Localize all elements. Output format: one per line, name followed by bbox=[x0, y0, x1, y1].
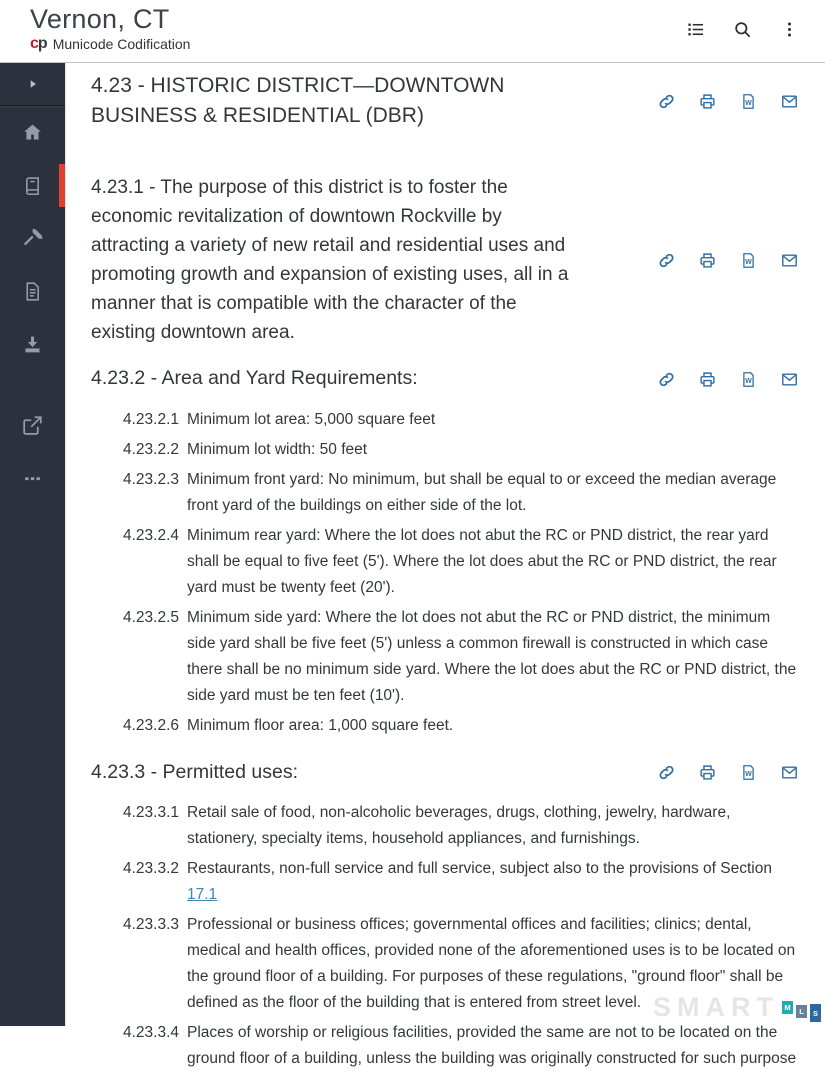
print-icon[interactable] bbox=[697, 369, 718, 390]
clause-number: 4.23.3.1 bbox=[123, 803, 180, 821]
section-4232-header bbox=[91, 364, 800, 393]
clause-row bbox=[123, 912, 800, 1016]
section-actions bbox=[648, 762, 800, 783]
section-actions bbox=[648, 369, 800, 390]
link-icon[interactable] bbox=[656, 91, 677, 112]
sidebar-item-external[interactable] bbox=[0, 399, 65, 452]
clause-text: Minimum front yard: No minimum, but shall be equal to or exceed the median average front yard of the buildings on either side of the lot. bbox=[187, 470, 777, 514]
clause-number: 4.23.2.2 bbox=[123, 440, 180, 458]
clause-text: Minimum rear yard: Where the lot does not abut the RC or PND district, the rear yard shall be equal to five feet (5'). Where the lot does abut the RC or PND district, the rear yard must be twenty feet (20'). bbox=[187, 526, 777, 596]
watermark-tile-s: S bbox=[810, 1004, 821, 1022]
sidebar-item-documents[interactable] bbox=[0, 265, 65, 318]
sidebar-item-home[interactable] bbox=[0, 106, 65, 159]
clause-text bbox=[187, 856, 800, 908]
svg-text:W: W bbox=[745, 257, 752, 266]
clause-row bbox=[123, 856, 800, 908]
external-link-icon bbox=[22, 415, 43, 436]
link-icon[interactable] bbox=[656, 250, 677, 271]
clause-text: Professional or business offices; governmental offices and facilities; clinics; dental, medical and health offices, provided none of the aforementioned uses is to be located on the ground floor of a building. For purposes of these regulations, "ground floor" shall be defined as the floor of the building that is entered from street level. bbox=[187, 915, 796, 1011]
print-icon[interactable] bbox=[697, 762, 718, 783]
clause-number: 4.23.2.4 bbox=[123, 526, 180, 544]
clause-number: 4.23.3.2 bbox=[123, 859, 180, 877]
clause-number: 4.23.2.3 bbox=[123, 470, 180, 488]
watermark-tile-l: L bbox=[796, 1005, 807, 1018]
home-icon bbox=[22, 122, 43, 143]
word-file-icon[interactable] bbox=[738, 91, 759, 112]
brand-block bbox=[30, 4, 190, 52]
sidebar-item-codes[interactable] bbox=[0, 159, 65, 212]
sidebar-expand-button[interactable] bbox=[0, 63, 65, 106]
clause-row bbox=[123, 467, 800, 519]
word-file-icon[interactable] bbox=[738, 369, 759, 390]
gavel-icon bbox=[22, 228, 43, 249]
svg-text:W: W bbox=[745, 376, 752, 385]
clause-number: 4.23.3.3 bbox=[123, 915, 180, 933]
email-icon[interactable] bbox=[779, 91, 800, 112]
clause-text: Retail sale of food, non-alcoholic beverages, drugs, clothing, jewelry, hardware, stationery, specialty items, household appliances, and furnishings. bbox=[187, 803, 731, 847]
clause-number: 4.23.3.4 bbox=[123, 1023, 180, 1041]
app-header bbox=[0, 0, 825, 62]
clause-text: Places of worship or religious facilities, provided the same are not to be located on the ground floor of a building, unless the building was originally constructed for such purpose bbox=[187, 1023, 797, 1067]
clause-text: Minimum floor area: 1,000 square feet. bbox=[187, 716, 454, 734]
sidebar-spacer bbox=[0, 371, 65, 399]
watermark-tile-m: M bbox=[782, 1001, 793, 1014]
clause-row bbox=[123, 713, 800, 739]
clause-row bbox=[123, 523, 800, 601]
clause-text: Minimum side yard: Where the lot does not abut the RC or PND district, the minimum side yard shall be five feet (5') unless a common firewall is constructed in which case there shall be no minimum side yard. Where the lot does abut the RC or PND district, the side yard must be ten feet (10'). bbox=[187, 608, 797, 704]
clause-row bbox=[123, 605, 800, 709]
kebab-menu-icon[interactable] bbox=[778, 18, 801, 41]
email-icon[interactable] bbox=[779, 762, 800, 783]
section-4231 bbox=[91, 173, 800, 347]
ellipsis-icon bbox=[22, 468, 43, 489]
search-icon[interactable] bbox=[731, 18, 754, 41]
page-title: 4.23 - HISTORIC DISTRICT—DOWNTOWN BUSINESS & RESIDENTIAL (DBR) bbox=[91, 74, 505, 128]
file-icon bbox=[22, 281, 43, 302]
watermark-text: SMART bbox=[653, 992, 779, 1022]
section-actions bbox=[648, 250, 800, 271]
clause-row bbox=[123, 800, 800, 852]
word-file-icon[interactable] bbox=[738, 762, 759, 783]
product-name: Municode Codification bbox=[52, 36, 191, 53]
download-icon bbox=[22, 334, 43, 355]
civicplus-logo: cp bbox=[30, 35, 47, 53]
caret-right-icon bbox=[26, 77, 40, 91]
email-icon[interactable] bbox=[779, 250, 800, 271]
brand-subtitle bbox=[30, 36, 190, 52]
section-4232-clauses bbox=[123, 407, 800, 739]
page-body bbox=[0, 62, 825, 1067]
section-4232-title: 4.23.2 - Area and Yard Requirements: bbox=[91, 367, 418, 390]
section-4233-title: 4.23.3 - Permitted uses: bbox=[91, 760, 299, 783]
svg-text:W: W bbox=[745, 769, 752, 778]
section-4233-header bbox=[91, 758, 800, 787]
clause-text: Minimum lot width: 50 feet bbox=[187, 440, 368, 458]
link-icon[interactable] bbox=[656, 762, 677, 783]
clause-row bbox=[123, 1020, 800, 1072]
link-icon[interactable] bbox=[656, 369, 677, 390]
print-icon[interactable] bbox=[697, 91, 718, 112]
clause-number: 4.23.2.6 bbox=[123, 716, 180, 734]
city-title: Vernon, CT bbox=[30, 4, 170, 34]
word-file-icon[interactable] bbox=[738, 250, 759, 271]
sidebar-item-more[interactable] bbox=[0, 452, 65, 505]
header-actions bbox=[684, 4, 803, 41]
email-icon[interactable] bbox=[779, 369, 800, 390]
section-4233-clauses bbox=[123, 800, 800, 1072]
book-icon bbox=[22, 175, 43, 196]
print-icon[interactable] bbox=[697, 250, 718, 271]
clause-number: 4.23.2.1 bbox=[123, 410, 180, 428]
svg-text:W: W bbox=[745, 98, 752, 107]
toc-list-icon[interactable] bbox=[684, 18, 707, 41]
sidebar-item-downloads[interactable] bbox=[0, 318, 65, 371]
clause-row bbox=[123, 407, 800, 433]
clause-text-fragment: Restaurants, non-full service and full service, subject also to the provisions of Section bbox=[187, 859, 772, 877]
section-423-header bbox=[91, 71, 800, 131]
sidebar bbox=[0, 63, 65, 1026]
clause-text: Minimum lot area: 5,000 square feet bbox=[187, 410, 436, 428]
section-171-link[interactable]: 17.1 bbox=[187, 885, 218, 903]
document-content bbox=[65, 63, 825, 1067]
clause-number: 4.23.2.5 bbox=[123, 608, 180, 626]
clause-row bbox=[123, 437, 800, 463]
section-4231-title: 4.23.1 - The purpose of this district is to foster the economic revitalization of downtown Rockville by attracting a variety of new retail and residential uses and promoting growth and expansion of existing uses, all in a manner that is compatible with the character of the existing downtown area. bbox=[91, 177, 569, 344]
section-actions bbox=[648, 91, 800, 112]
sidebar-item-ordinances[interactable] bbox=[0, 212, 65, 265]
